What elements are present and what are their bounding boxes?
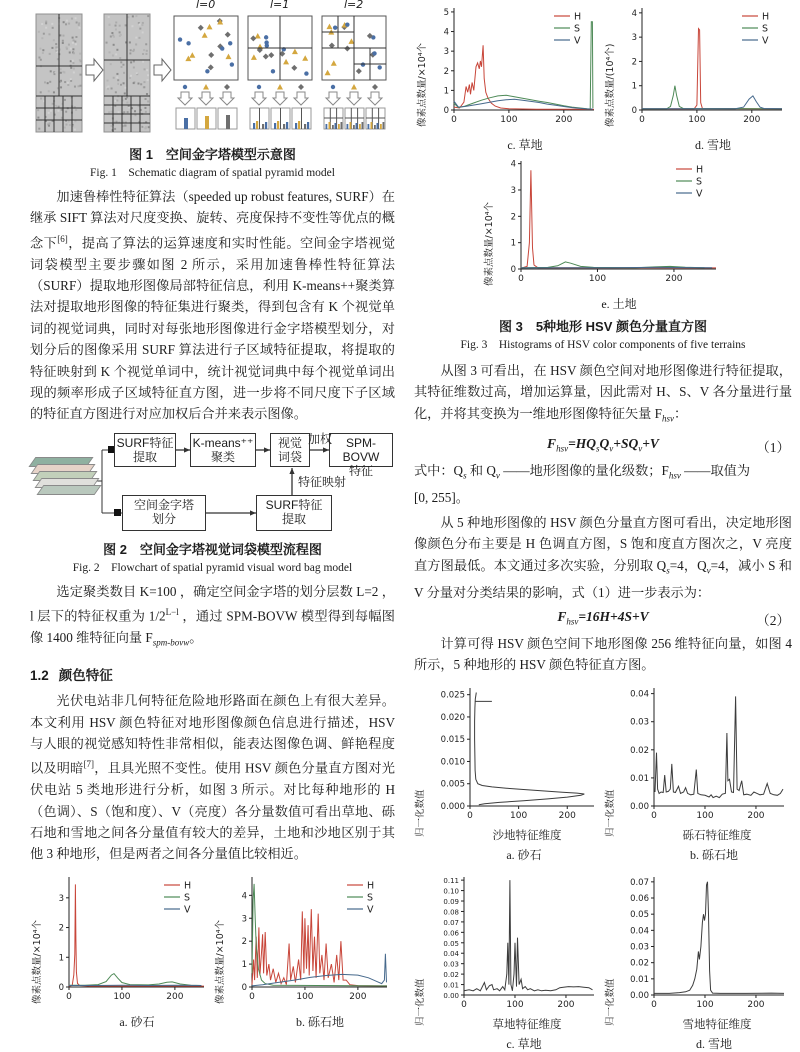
svg-text:0.02: 0.02 [443, 970, 459, 979]
svg-text:V: V [762, 35, 769, 47]
pyramid-level-1-label: l=1 [270, 0, 290, 11]
subscript: spm-bovw [152, 637, 190, 648]
subfigure-caption-d: d. 雪地 [694, 138, 731, 152]
svg-text:0.010: 0.010 [440, 757, 465, 768]
svg-text:V: V [183, 904, 190, 916]
svg-text:5: 5 [443, 7, 449, 18]
svg-text:100: 100 [588, 274, 606, 284]
svg-text:200: 200 [747, 810, 765, 821]
section-heading-1-2 [30, 664, 395, 684]
box-label: 聚类 [210, 449, 235, 464]
box-label: SURF特征 [265, 497, 323, 512]
svg-text:H: H [695, 164, 703, 176]
svg-text:0.00: 0.00 [630, 801, 649, 812]
formula-term: F [547, 435, 557, 451]
svg-text:H: H [366, 880, 374, 892]
svg-text:2: 2 [510, 212, 516, 223]
svg-text:V: V [695, 188, 702, 200]
svg-text:0: 0 [517, 274, 524, 284]
subscript: hsv [662, 413, 675, 424]
flowchart-box-visual-vocab [270, 433, 310, 467]
subfigure-caption-a: a. 砂石 [506, 847, 542, 862]
plot-snow-feature [618, 869, 790, 1013]
paragraph-text: ，提高了算法的运算速度和实时性能。空间金字塔视觉词袋模型主要步骤如图 2 所示，采用加速鲁棒性特征算法（SURF）提取地形图像局部特征信息，利用 K-means++聚类算法对提取地形图像的特征集进行聚类，得到包含有 K 个视觉单词的视觉词典，同时对每张地形图像进行金字塔模型划分，对划分后的图像采用 SURF 算法进行子区域特征提取，将提取的特征映射到 K 个视觉单词中，统计视觉词典中每个视觉单词出现的频率形成子区域特征直方图，进一步将不同尺度下子区域的特征直方图进行对应加权后合并来表示图像。 [30, 235, 396, 422]
figure3-row-e [414, 153, 792, 312]
y-axis-label: 像素点数量/×10⁴个 [417, 42, 428, 127]
svg-text:200: 200 [747, 999, 765, 1010]
svg-text:S: S [574, 23, 581, 35]
y-axis-label: 归一化数值 [605, 978, 616, 1026]
svg-text:V: V [574, 35, 581, 47]
subfigure-caption-a: a. 砂石 [119, 1014, 155, 1029]
svg-text:0: 0 [467, 810, 473, 821]
section-title: 颜色特征 [58, 668, 113, 684]
paragraph-text: ，且具光照不变性。使用 HSV 颜色分量直方图对光伏电站 5 类地形进行分析，如图 3 所示。对比每种地形的 H（色调）、S（饱和度）、V（亮度）各分量数值可看出草地、砾石地和雪地之间各分量值有较大的差异，土地和沙地区别于其他 3 种地形，但是两者之间各分量值比较相近。 [30, 760, 395, 862]
right-column [414, 0, 792, 1052]
paragraph-hsv-quantize [414, 360, 792, 430]
svg-text:200: 200 [557, 999, 575, 1010]
figure1-drawing [30, 0, 395, 140]
svg-text:0.11: 0.11 [443, 876, 459, 885]
box-label: 提取 [132, 449, 157, 464]
note-text: ——取值为 [680, 462, 751, 478]
plot-grass-hsv [430, 0, 600, 128]
svg-text:200: 200 [558, 810, 576, 821]
svg-text:S: S [695, 176, 702, 188]
svg-text:200: 200 [555, 115, 573, 125]
svg-text:100: 100 [510, 810, 528, 821]
flowchart-box-kmeans [190, 433, 256, 467]
paragraph-text: 选定聚类数目 K=100 ，确定空间金字塔的划分层数 L=2 ，l 层下的特征权重为 1/2 [30, 583, 395, 624]
subfigure-caption-c: c. 草地 [507, 138, 543, 152]
svg-text:200: 200 [348, 991, 366, 1002]
svg-text:100: 100 [506, 999, 524, 1010]
svg-text:0: 0 [510, 265, 516, 275]
y-axis-label: 像素点数量/×10⁴个 [214, 919, 226, 1004]
flowchart-box-surf-extract-bottom [256, 495, 332, 531]
x-axis-label: 砾石特征维度 [682, 829, 752, 842]
svg-text:0.05: 0.05 [443, 939, 459, 948]
chart-fig4c [416, 869, 600, 1052]
note-text: ——地形图像的量化级数；F [499, 462, 669, 478]
chart-fig4d [606, 869, 790, 1052]
svg-text:0: 0 [631, 106, 637, 116]
plot-snow-hsv [618, 0, 788, 128]
svg-text:0.000: 0.000 [440, 801, 465, 812]
svg-text:0.02: 0.02 [630, 745, 649, 756]
svg-text:200: 200 [664, 274, 683, 284]
figure3-row-ab [30, 869, 395, 1030]
box-label: K-means⁺⁺ [192, 435, 254, 450]
subfigure-caption-b: b. 砾石地 [689, 847, 738, 862]
svg-text:0.005: 0.005 [440, 779, 465, 790]
svg-text:0.07: 0.07 [630, 877, 649, 888]
svg-text:0.03: 0.03 [630, 717, 649, 728]
arrow-label-feature-mapping: 特征映射 [298, 474, 347, 489]
svg-text:0.05: 0.05 [630, 909, 649, 920]
formula-1 [414, 436, 792, 454]
chart-fig3d [606, 0, 788, 153]
plot-gravel-feature [618, 680, 790, 824]
svg-text:3: 3 [510, 185, 516, 196]
image-stack-layer [36, 485, 101, 495]
flowchart-box-spm-bovw [329, 433, 393, 478]
svg-text:S: S [762, 23, 769, 35]
paragraph-text: 。 [189, 630, 203, 646]
svg-text:0: 0 [58, 982, 64, 993]
svg-text:0.03: 0.03 [630, 942, 649, 953]
formula-subscript: hsv [566, 616, 579, 627]
chart-fig3a [33, 869, 210, 1030]
svg-text:2: 2 [631, 57, 637, 68]
svg-text:0: 0 [651, 810, 657, 821]
y-axis-label: 像素点数量/(10⁴个) [605, 43, 616, 127]
figure2-caption-en: Fig. 2 Flowchart of spatial pyramid visual word bag model [72, 561, 353, 574]
left-column [30, 0, 395, 1030]
svg-text:0: 0 [451, 115, 457, 125]
box-label: 视觉 [277, 435, 302, 450]
exponent: L−l [165, 607, 179, 618]
subscript: s [666, 565, 670, 576]
paragraph-quantization-levels [414, 512, 792, 603]
formula-term: Q [599, 435, 610, 451]
subscript: v [706, 565, 711, 576]
plot-sand-feature [428, 680, 600, 824]
paragraph-256-dim: 计算可得 HSV 颜色空间下地形图像 256 维特征向量，如图 4 所示，5 种地形的 HSV 颜色特征直方图。 [414, 635, 792, 673]
plot-gravel-hsv [228, 869, 393, 1005]
box-label: 提取 [281, 511, 306, 526]
chart-fig4b [606, 680, 790, 863]
plot-sand-hsv [45, 869, 210, 1005]
svg-text:4: 4 [241, 891, 247, 902]
subscript: v [495, 470, 500, 481]
svg-text:4: 4 [510, 159, 516, 170]
figure1-caption-en: Fig. 1 Schematic diagram of spatial pyramid model [90, 167, 335, 179]
paragraph-surf [30, 186, 395, 425]
subscript: s [463, 470, 467, 481]
svg-text:3: 3 [58, 893, 64, 904]
box-label: SPM-BOVW [342, 435, 380, 464]
y-axis-label: 归一化数值 [415, 789, 426, 837]
svg-text:S: S [183, 892, 190, 904]
svg-text:0: 0 [241, 982, 247, 993]
figure4-row-cd [414, 869, 792, 1052]
svg-text:0: 0 [651, 999, 657, 1010]
y-axis-label: 归一化数值 [605, 789, 616, 837]
svg-text:3: 3 [631, 33, 637, 44]
formula-number: （1） [756, 439, 790, 455]
svg-text:0.06: 0.06 [630, 893, 649, 904]
subfigure-caption-b: b. 砾石地 [295, 1014, 344, 1029]
svg-text:0.10: 0.10 [443, 887, 459, 896]
formula-number: （2） [756, 613, 790, 629]
svg-text:1: 1 [631, 81, 637, 92]
svg-text:100: 100 [295, 991, 314, 1002]
chart-fig3c [418, 0, 600, 153]
svg-text:V: V [366, 904, 373, 916]
formula-term: +SQ [613, 435, 639, 451]
svg-text:0.01: 0.01 [630, 974, 649, 985]
paragraph-text: ： [674, 405, 688, 421]
chart-fig3e [485, 153, 722, 312]
arrow-label-weighting: 加权 [308, 431, 333, 446]
subfigure-caption-e: e. 土地 [601, 297, 637, 311]
svg-text:0.01: 0.01 [630, 773, 649, 784]
figure3-row-cd [414, 0, 792, 153]
svg-text:H: H [183, 880, 191, 892]
svg-text:3: 3 [443, 47, 449, 58]
formula-term: =16H+4S+V [578, 609, 649, 625]
subscript: hsv [668, 470, 681, 481]
x-axis-label: 雪地特征维度 [682, 1018, 752, 1031]
svg-text:1: 1 [58, 953, 64, 964]
paragraph-text: 加速鲁棒性特征算法（speeded up robust features, SURF）在继承 SIFT 算法对尺度变换、旋转、亮度保持不变性等优点的概念下 [30, 189, 395, 251]
svg-text:0.025: 0.025 [440, 690, 465, 701]
svg-text:1: 1 [510, 238, 516, 249]
box-label: SURF特征 [116, 435, 174, 450]
svg-text:100: 100 [112, 991, 131, 1002]
paragraph-text: =4，减小 S 和 V 分量对分类结果的影响，式（1）进一步表示为： [414, 557, 792, 600]
svg-text:0.00: 0.00 [443, 991, 459, 1000]
svg-text:0.00: 0.00 [630, 990, 649, 1001]
svg-text:4: 4 [443, 27, 449, 38]
svg-text:0.015: 0.015 [440, 734, 465, 745]
formula-2 [414, 609, 792, 627]
paragraph-color-feature [30, 690, 395, 865]
svg-text:0.07: 0.07 [443, 918, 459, 927]
svg-text:3: 3 [241, 914, 247, 924]
note-range: [0, 255]。 [414, 489, 469, 505]
figure4-row-ab [414, 680, 792, 863]
chart-fig4a [416, 680, 600, 863]
svg-text:0.02: 0.02 [630, 958, 649, 969]
svg-text:2: 2 [241, 936, 247, 947]
plot-soil-hsv [497, 153, 722, 287]
figure1-spatial-pyramid-schematic [30, 0, 395, 140]
svg-text:0: 0 [65, 991, 72, 1002]
formula-subscript: v [609, 443, 614, 454]
note-text: 和 Q [466, 462, 496, 478]
plot-grass-feature [428, 869, 600, 1013]
paragraph-text: =4，Q [669, 557, 707, 573]
pyramid-level-2-label: l=2 [344, 0, 364, 11]
x-axis-label: 沙地特征维度 [492, 829, 562, 842]
formula-subscript: s [596, 443, 600, 454]
svg-text:1: 1 [241, 959, 247, 970]
y-axis-label: 归一化数值 [415, 978, 426, 1026]
svg-text:200: 200 [165, 991, 183, 1002]
svg-text:0.04: 0.04 [630, 926, 649, 937]
figure3-caption-cn: 图 3 5种地形 HSV 颜色分量直方图 [498, 319, 708, 334]
y-axis-label: 像素点数量/×10⁴个 [31, 919, 43, 1004]
svg-text:0.020: 0.020 [440, 712, 465, 723]
svg-text:0.08: 0.08 [443, 908, 459, 917]
flowchart-box-surf-extract-top [114, 433, 176, 467]
section-number: 1.2 [30, 668, 49, 684]
svg-text:0.04: 0.04 [443, 949, 459, 958]
svg-text:0: 0 [461, 999, 467, 1010]
figure2-caption-cn: 图 2 空间金字塔视觉词袋模型流程图 [103, 541, 322, 557]
formula-subscript: v [638, 443, 643, 454]
citation-ref-7: [7] [83, 759, 95, 770]
svg-text:0: 0 [639, 115, 645, 125]
paragraph-text: 从图 3 可看出，在 HSV 颜色空间对地形图像进行特征提取，其特征维数过高，增加运算量，因此需对 H、S、V 各分量进行量化，并将其变换为一维地形图像特征矢量 F [414, 363, 792, 421]
svg-text:S: S [366, 892, 373, 904]
svg-text:0: 0 [443, 106, 449, 116]
paragraph-clustering [30, 581, 395, 654]
formula-term: F [557, 609, 567, 625]
figure2-flowchart [30, 431, 395, 535]
chart-fig3b [216, 869, 393, 1030]
formula-note [414, 460, 792, 508]
box-label: 空间金字塔 [133, 497, 194, 512]
svg-text:2: 2 [58, 923, 64, 934]
svg-text:0.09: 0.09 [443, 897, 459, 906]
svg-text:0.03: 0.03 [443, 960, 459, 969]
svg-text:100: 100 [696, 810, 714, 821]
note-text: 式中：Q [414, 462, 464, 478]
x-axis-label: 草地特征维度 [492, 1018, 562, 1031]
subfigure-caption-d: d. 雪地 [695, 1036, 732, 1051]
paragraph-text: 从 5 种地形图像的 HSV 颜色分量直方图可看出，决定地形图像颜色分布主要是 H 色调直方图，S 饱和度直方图次之，V 亮度直方图最低。本文通过多次实验，分别取 Q [414, 515, 792, 573]
formula-term: +V [642, 435, 659, 451]
svg-text:0.04: 0.04 [630, 689, 649, 700]
y-axis-label: 像素点数量/×10⁴个 [483, 201, 495, 286]
svg-text:0.06: 0.06 [443, 929, 459, 938]
svg-text:2: 2 [443, 66, 449, 77]
formula-term: =HQ [568, 435, 597, 451]
box-label: 词袋 [277, 449, 302, 464]
svg-text:1: 1 [443, 86, 449, 97]
svg-text:100: 100 [696, 999, 714, 1010]
svg-text:100: 100 [500, 115, 518, 125]
svg-text:200: 200 [743, 115, 761, 125]
formula-subscript: hsv [556, 443, 569, 454]
box-label: 划分 [151, 511, 176, 526]
figure1-caption-cn: 图 1 空间金字塔模型示意图 [129, 147, 296, 162]
svg-text:0: 0 [248, 991, 255, 1002]
svg-text:4: 4 [631, 8, 637, 19]
svg-text:100: 100 [688, 115, 706, 125]
citation-ref-6: [6] [57, 233, 68, 244]
svg-text:H: H [574, 11, 582, 23]
paragraph-text: 光伏电站非几何特征危险地形路面在颜色上有很大差异。本文利用 HSV 颜色特征对地形图像颜色信息进行描述，HSV 与人眼的视觉感知特性非常相似，能表达图像色调、鲜艳程度以及明暗 [30, 693, 395, 776]
figure3-caption-en: Fig. 3 Histograms of HSV color components of five terrains [460, 339, 746, 351]
flowchart-box-pyramid-split [122, 495, 206, 531]
subfigure-caption-c: c. 草地 [506, 1036, 542, 1051]
paragraph-text: ，通过 SPM-BOVW 模型得到每幅图像 1400 维特征向量 F [30, 608, 395, 646]
pyramid-level-0-label: l=0 [196, 0, 216, 11]
svg-text:H: H [762, 11, 770, 23]
svg-text:0.01: 0.01 [443, 981, 459, 990]
box-label: 特征 [348, 463, 373, 478]
